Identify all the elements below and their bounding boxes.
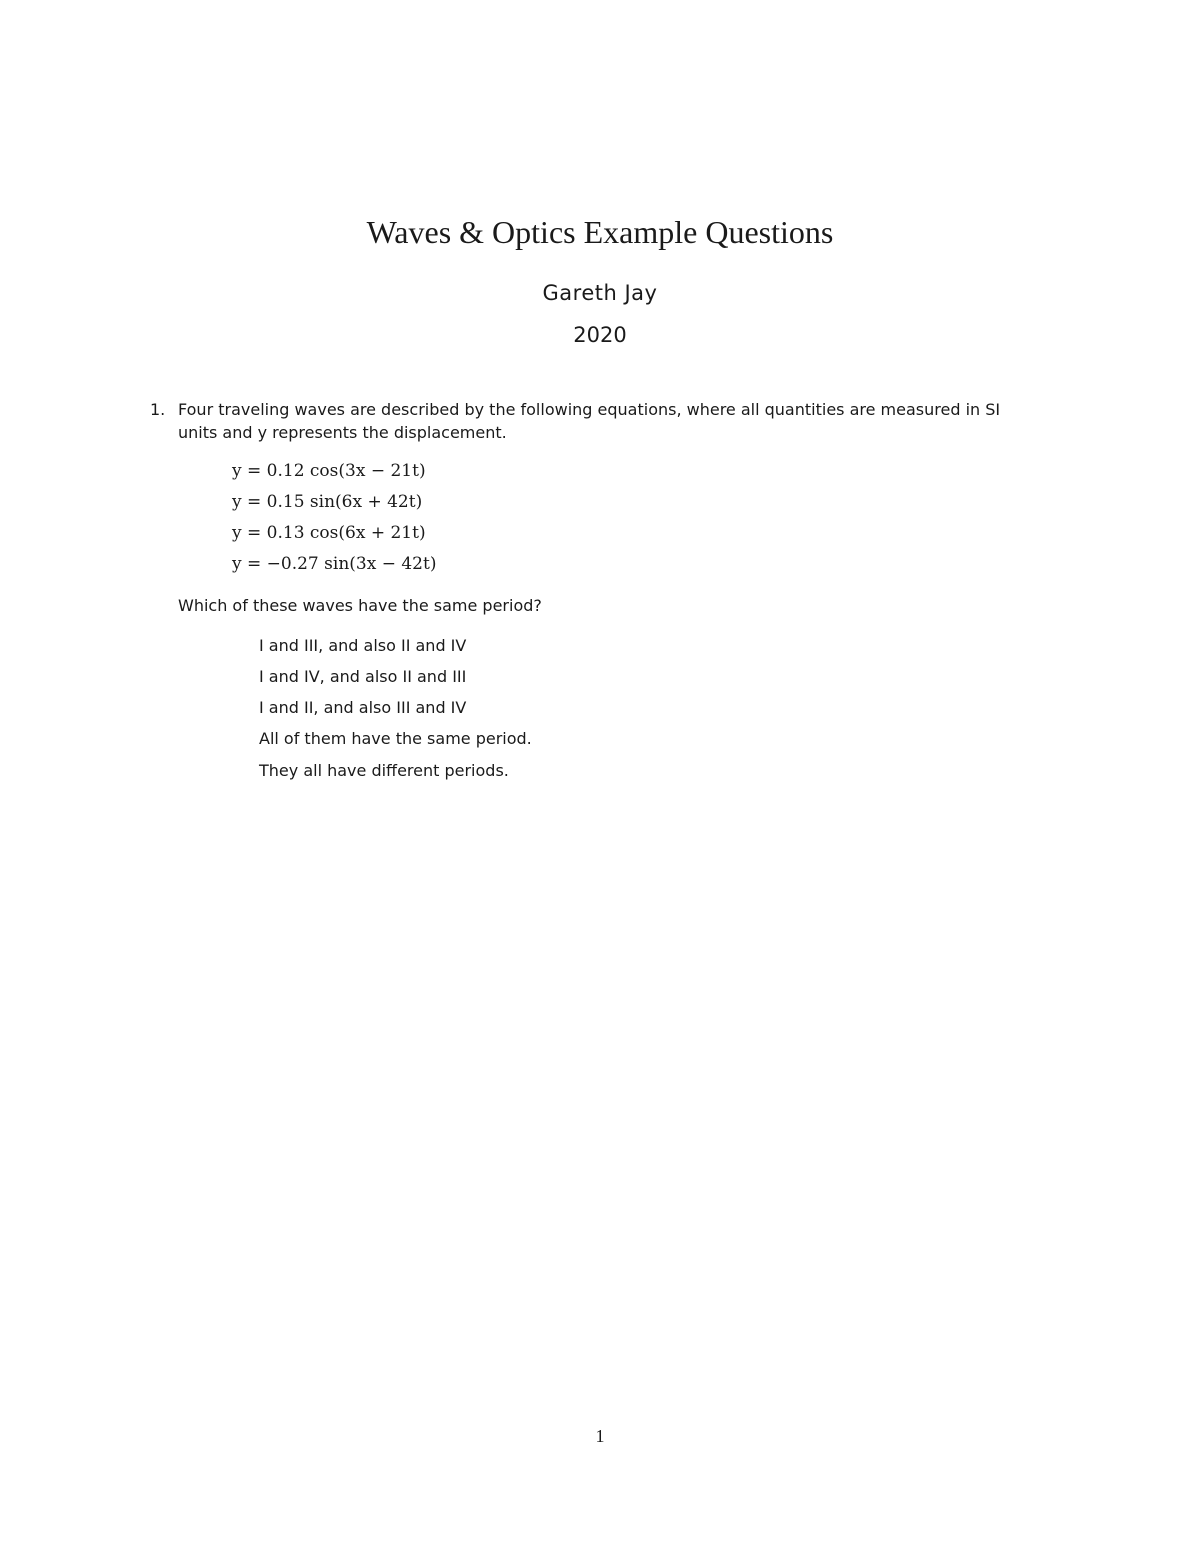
equation-text: y = 0.12 cos(3x − 21t) bbox=[232, 461, 426, 481]
answer-option bbox=[0, 727, 700, 755]
answer-option-text: I and IV, and also II and III bbox=[259, 667, 467, 686]
equation-row bbox=[0, 490, 700, 518]
answer-option-text: All of them have the same period. bbox=[259, 729, 532, 748]
answer-option-text: I and II, and also III and IV bbox=[259, 698, 467, 717]
document-author: Gareth Jay bbox=[542, 281, 658, 305]
question-text-line-2: units and y represents the displacement. bbox=[178, 423, 507, 442]
question-text-line-1: Four traveling waves are described by the following equations, where all quantities are measured in SI bbox=[178, 400, 1001, 419]
equation-text: y = 0.15 sin(6x + 42t) bbox=[232, 492, 423, 512]
equation-row bbox=[0, 459, 700, 487]
answer-option-text: I and III, and also II and IV bbox=[259, 636, 467, 655]
answer-option bbox=[0, 665, 700, 693]
equation-text: y = 0.13 cos(6x + 21t) bbox=[232, 523, 426, 543]
question-number: 1. bbox=[150, 400, 166, 419]
equation-row bbox=[0, 552, 700, 580]
answer-option bbox=[0, 759, 700, 787]
answer-option-text: They all have different periods. bbox=[259, 761, 509, 780]
document-title: Waves & Optics Example Questions bbox=[366, 214, 834, 250]
page-number: 1 bbox=[595, 1426, 605, 1446]
equation-text: y = −0.27 sin(3x − 42t) bbox=[232, 554, 437, 574]
question-prompt: Which of these waves have the same period? bbox=[178, 596, 542, 615]
answer-option bbox=[0, 634, 700, 662]
document-year: 2020 bbox=[573, 323, 627, 347]
equation-row bbox=[0, 521, 700, 549]
answer-option bbox=[0, 696, 700, 724]
